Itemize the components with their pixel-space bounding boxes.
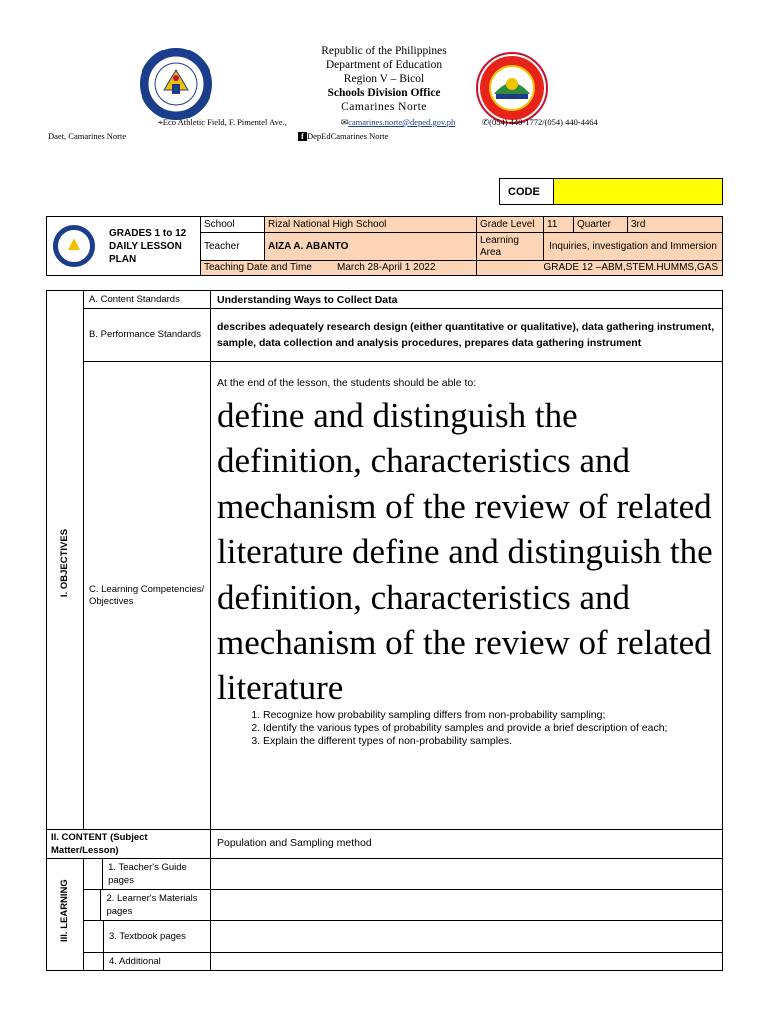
date-label: Teaching Date and Time xyxy=(204,262,312,273)
competencies-intro: At the end of the lesson, the students should be able to: xyxy=(217,377,477,389)
location-icon: ⌖ xyxy=(158,117,163,127)
competencies-main-text: define and distinguish the definition, characteristics and mechanism of the review of related literature define and distinguish the definition, characteristics and mechanism of the review of related literature xyxy=(217,396,713,708)
learning-competencies-label: C. Learning Competencies/ Objectives xyxy=(84,362,211,830)
date-cell xyxy=(201,261,477,276)
teachers-guide-label: 1. Teacher's Guide pages xyxy=(108,862,187,886)
learning-competencies-cell xyxy=(211,362,723,830)
plan-title: GRADES 1 to 12 DAILY LESSON PLAN xyxy=(109,227,187,265)
facebook-line[interactable]: f DepEdCamarines Norte xyxy=(298,131,388,142)
header-line-2: Department of Education xyxy=(325,59,443,71)
phone-line: ✆(054) 440-1772/(054) 440-4464 xyxy=(482,117,598,127)
code-value-field[interactable] xyxy=(554,179,723,205)
header-line-1: Republic of the Philippines xyxy=(321,45,447,57)
deped-small-seal-icon xyxy=(53,225,95,267)
area-label: Learning Area xyxy=(477,233,544,261)
area-value: Inquiries, investigation and Immersion xyxy=(544,233,723,261)
content-label: II. CONTENT (Subject Matter/Lesson) xyxy=(47,830,211,859)
additional-label: 4. Additional xyxy=(109,955,161,967)
performance-standards-label: B. Performance Standards xyxy=(84,309,211,362)
address-line-2: Daet, Camarines Norte xyxy=(48,131,127,141)
grade-value: 11 xyxy=(544,217,574,233)
plan-title-cell xyxy=(47,217,201,276)
list-item: 2. Identify the various types of probability samples and provide a brief description of each; xyxy=(263,722,718,735)
list-item: 3. Explain the different types of non-probability samples. xyxy=(263,735,718,748)
performance-standards-value: describes adequately research design (either quantitative or qualitative), data gathering instrument, sample, data collection and analysis procedures, prepares data gathering instrument xyxy=(211,309,723,362)
learning-label-cell xyxy=(84,859,211,890)
additional-value[interactable] xyxy=(211,953,723,971)
lesson-plan-header xyxy=(46,216,723,276)
address-line: ⌖Eco Athletic Field, F. Pimentel Ave., xyxy=(158,117,287,127)
textbook-pages-label: 3. Textbook pages xyxy=(109,930,186,942)
content-standards-label: A. Content Standards xyxy=(84,291,211,309)
learners-materials-value[interactable] xyxy=(211,890,723,921)
teacher-value: AIZA A. ABANTO xyxy=(265,233,477,261)
list-item: 1. Recognize how probability sampling differs from non-probability sampling; xyxy=(263,709,718,722)
school-label: School xyxy=(201,217,265,233)
school-value: Rizal National High School xyxy=(265,217,477,233)
code-box xyxy=(499,178,723,205)
quarter-label: Quarter xyxy=(574,217,628,233)
header-line-3: Region V – Bicol xyxy=(343,73,425,85)
objectives-side-cell xyxy=(47,291,84,830)
textbook-pages-value[interactable] xyxy=(211,921,723,953)
code-label: CODE xyxy=(500,179,554,205)
learners-materials-label: 2. Learner's Materials pages xyxy=(106,893,198,917)
email-line[interactable]: ✉camarines.norte@deped.gov.ph xyxy=(341,117,456,127)
phone-icon: ✆ xyxy=(482,117,490,127)
header-line-5: Camarines Norte xyxy=(341,101,427,113)
content-value: Population and Sampling method xyxy=(211,830,723,859)
teachers-guide-value[interactable] xyxy=(211,859,723,890)
facebook-icon: f xyxy=(298,132,307,141)
objectives-side-label: I. OBJECTIVES xyxy=(59,528,70,598)
content-standards-value: Understanding Ways to Collect Data xyxy=(211,291,723,309)
lesson-content-table xyxy=(46,290,723,971)
competencies-list xyxy=(217,709,718,748)
learning-side-cell xyxy=(47,859,84,971)
header-line-4: Schools Division Office xyxy=(327,87,441,99)
teacher-label: Teacher xyxy=(201,233,265,261)
learning-side-label: III. LEARNING xyxy=(59,879,70,942)
quarter-value: 3rd xyxy=(628,217,723,233)
mail-icon: ✉ xyxy=(341,117,349,127)
grade-label: Grade Level xyxy=(477,217,544,233)
section-value: GRADE 12 –ABM,STEM.HUMMS,GAS xyxy=(477,261,723,276)
date-value: March 28-April 1 2022 xyxy=(337,262,436,273)
